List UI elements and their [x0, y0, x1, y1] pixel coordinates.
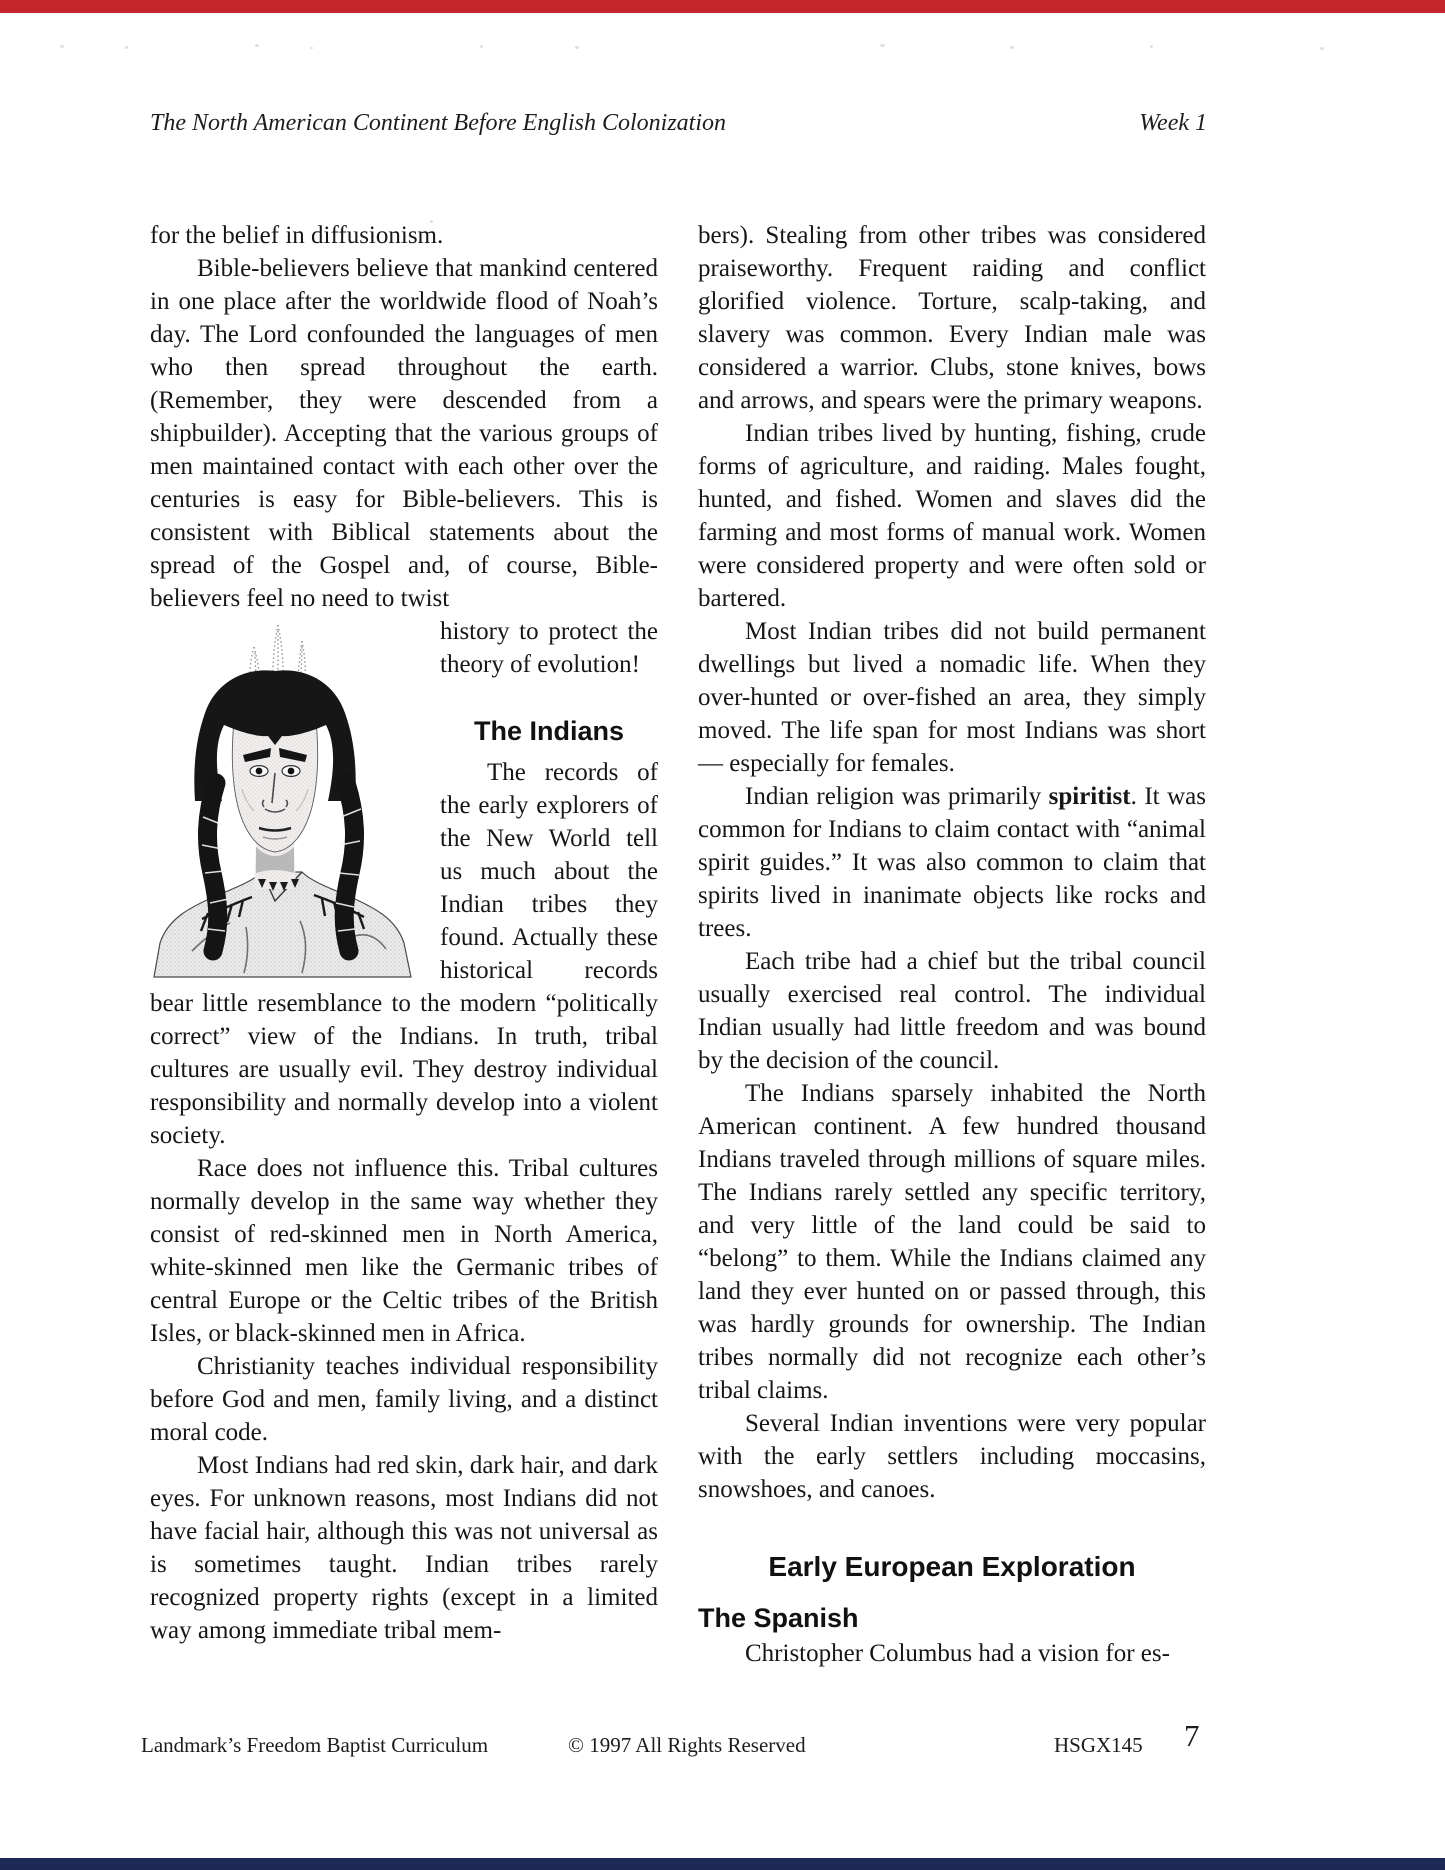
- paragraph: The records of the early explorers of the New World tell us much about the Indian tribes they found. Actually these historical records bear little resemblance to the modern “politically correct” view of the Indians. In truth, tribal cultures are usually evil. They destroy individual responsibility and normally develop into a violent society.: [150, 759, 658, 1149]
- bottom-edge-bar: [0, 1858, 1445, 1870]
- header-week: Week 1: [1139, 110, 1207, 136]
- paragraph: Several Indian inventions were very popular with the early settlers including moccasins, snowshoes, and canoes.: [698, 1410, 1206, 1503]
- paragraph: Indian religion was primarily spiritist. It was common for Indians to claim contact with “animal spirit guides.” It was also common to claim that spirits lived in inanimate objects like rocks and trees.: [698, 783, 1206, 942]
- text-columns: [150, 219, 1206, 1670]
- exploration-heading: Early European Exploration: [768, 1551, 1136, 1582]
- paragraph: Most Indian tribes did not build permanent dwellings but lived a nomadic life. When they over-hunted or over-fished an area, they simply moved. The life span for most Indians was short — especially for females.: [698, 618, 1206, 777]
- left-column: [150, 219, 658, 1670]
- header-title: The North American Continent Before English Colonization: [150, 110, 726, 136]
- footer-page-number: 7: [1184, 1718, 1200, 1753]
- spanish-heading: The Spanish: [698, 1603, 859, 1633]
- top-edge-bar: [0, 0, 1445, 13]
- footer-curriculum: Landmark’s Freedom Baptist Curriculum: [141, 1733, 489, 1757]
- paragraph: Most Indians had red skin, dark hair, and dark eyes. For unknown reasons, most Indians did not have facial hair, although this was not universal as is sometimes taught. Indian tribes rarely recognized property rights (except in a limited way among immediate tribal mem-: [150, 1452, 658, 1644]
- spiritist-bold-term: spiritist: [1048, 783, 1131, 810]
- running-header: [150, 110, 1207, 137]
- paragraph: for the belief in diffusionism.: [150, 222, 444, 249]
- paragraph: Each tribe had a chief but the tribal council usually exercised real control. The individual Indian usually had little freedom and was bound by the decision of the council.: [698, 948, 1206, 1074]
- right-column: [698, 219, 1206, 1670]
- portrait-figure: [150, 621, 414, 978]
- paragraph: Race does not influence this. Tribal cultures normally develop in the same way whether they consist of red-skinned men in North America, white-skinned men like the Germanic tribes of central Europe or the Celtic tribes of the British Isles, or black-skinned men in Africa.: [150, 1155, 658, 1347]
- footer-copyright: © 1997 All Rights Reserved: [568, 1733, 806, 1757]
- paragraph: The Indians sparsely inhabited the North American continent. A few hundred thousand Indians traveled through millions of square miles. The Indians rarely settled any specific territory, and very little of the land could be said to “belong” to them. While the Indians claimed any land they ever hunted on or passed through, this was hardly grounds for ownership. The Indian tribes normally did not recognize each other’s tribal claims.: [698, 1080, 1206, 1404]
- footer-code: HSGX145: [1054, 1733, 1143, 1757]
- native-american-portrait-illustration: [150, 621, 414, 978]
- paragraph: Christianity teaches individual responsibility before God and men, family living, and a distinct moral code.: [150, 1353, 658, 1446]
- indians-heading: The Indians: [473, 716, 625, 746]
- paragraph: Bible-believers believe that mankind centered in one place after the worldwide flood of Noah’s day. The Lord confounded the languages of men who then spread throughout the earth. (Remember, they were descended from a shipbuilder). Accepting that the various groups of men maintained contact with each other over the centuries is easy for Bible-believers. This is consistent with Biblical statements about the spread of the Gospel and, of course, Bible-believers feel no need to twist: [150, 255, 658, 612]
- paragraph: history to protect the theory of evolution!: [440, 618, 658, 678]
- paragraph: Christopher Columbus had a vision for es-: [745, 1640, 1170, 1667]
- paragraph: Indian tribes lived by hunting, fishing, crude forms of agriculture, and raiding. Males fought, hunted, and fished. Women and slaves did the farming and most forms of manual work. Women were considered property and were often sold or bartered.: [698, 420, 1206, 612]
- paragraph: bers). Stealing from other tribes was considered praiseworthy. Frequent raiding and conflict glorified violence. Torture, scalp-taking, and slavery was common. Every Indian male was considered a warrior. Clubs, stone knives, bows and arrows, and spears were the primary weapons.: [698, 222, 1206, 414]
